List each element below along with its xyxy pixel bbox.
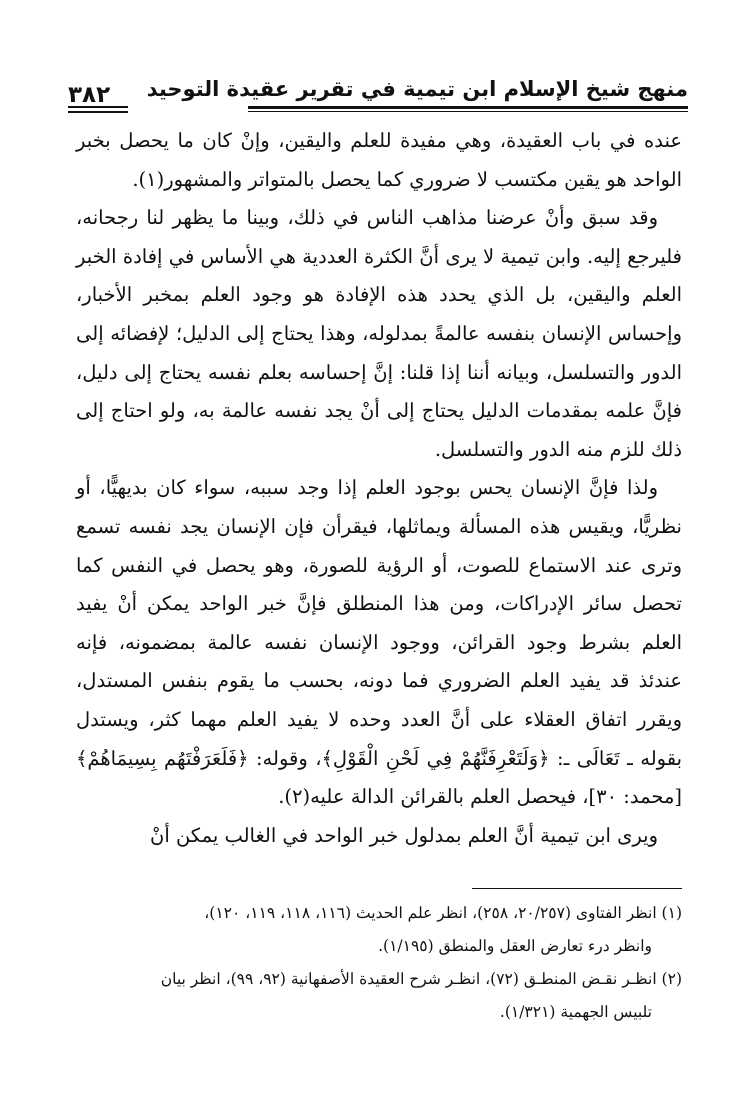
paragraph-3: ولذا فإنَّ الإنسان يحس بوجود العلم إذا وجد سببه، سواء كان بديهيًّا، أو نظريًّا، ويقيس هذه المسألة ويماثلها، فيقرأن فإن الإنسان يجد نفسه تسمع وترى عند الاستماع للصوت، أو الرؤية للصورة، وهو يحصل في النفس كما تحصل سائر الإدراكات، ومن هذا المنطلق فإنَّ خبر الواحد يمكن أنْ يفيد العلم بشرط وجود القرائن، ووجود الإنسان نفسه عالمة بمضمونه، فإنه عندئذ قد يفيد العلم الضروري فما دونه، بحسب ما يقوم بنفس المستدل، ويقرر اتفاق العقلاء على أنَّ العدد وحده لا يفيد العلم مهما كثر، ويستدل بقوله ـ تَعَالَى ـ: ﴿وَلَتَعْرِفَنَّهُمْ فِي لَحْنِ الْقَوْلِ﴾، وقوله: ﴿فَلَعَرَفْتَهُم بِسِيمَاهُمْ﴾ [محمد: ٣٠]، فيحصل العلم بالقرائن الدالة عليه(٢).	[76, 476, 682, 809]
header-rule-thin	[248, 111, 688, 112]
footnote-separator	[472, 888, 682, 889]
header-rule	[248, 106, 688, 109]
main-text	[76, 122, 682, 855]
footnote-2-line-1: (٢) انظـر نقـض المنطـق (٧٢)، انظـر شرح العقيدة الأصفهانية (٩٢، ٩٩)، انظر بيان	[160, 970, 682, 988]
footnote-2	[76, 963, 682, 1029]
footnote-2-line-2: تلبيس الجهمية (١/٣٢١).	[499, 1003, 652, 1021]
page-number-rule	[68, 106, 128, 108]
paragraph-4: ويرى ابن تيمية أنَّ العلم بمدلول خبر الواحد في الغالب يمكن أنْ	[150, 823, 658, 847]
page-number-rule-lower	[68, 111, 128, 113]
footnote-1-line-1: (١) انظر الفتاوى (٢٠/٢٥٧، ٢٥٨)، انظر علم الحديث (١١٦، ١١٨، ١١٩، ١٢٠)،	[204, 904, 682, 922]
paragraph-1: عنده في باب العقيدة، وهي مفيدة للعلم واليقين، وإنْ كان ما يحصل بخبر الواحد هو يقين مكتسب لا ضروري كما يحصل بالمتواتر والمشهور(١).	[76, 129, 682, 191]
paragraph-2: وقد سبق وأنْ عرضنا مذاهب الناس في ذلك، وبينا ما يظهر لنا رجحانه، فليرجع إليه. وابن تيمية لا يرى أنَّ الكثرة العددية هي الأساس في إفادة الخبر العلم واليقين، بل الذي يحدد هذه الإفادة هو وجود العلم بمخبر الأخبار، وإحساس الإنسان بنفسه عالمةً بمدلوله، وهذا يحتاج إلى الدليل؛ لإفضائه إلى الدور والتسلسل، وبيانه أننا إذا قلنا: إنَّ إحساسه بعلم نفسه يحتاج إلى دليل، فإنَّ علمه بمقدمات الدليل يحتاج إلى أنْ يجد نفسه عالمة به، ولو احتاج إلى ذلك للزم منه الدور والتسلسل.	[76, 206, 682, 461]
footnote-1	[76, 897, 682, 963]
footnotes	[76, 897, 682, 1029]
running-header	[68, 74, 688, 114]
footnote-1-line-2: وانظر درء تعارض العقل والمنطق (١/١٩٥).	[378, 937, 652, 955]
running-title: منهج شيخ الإسلام ابن تيمية في تقرير عقيدة التوحيد	[146, 77, 688, 101]
page-number: ٣٨٢	[68, 82, 111, 108]
